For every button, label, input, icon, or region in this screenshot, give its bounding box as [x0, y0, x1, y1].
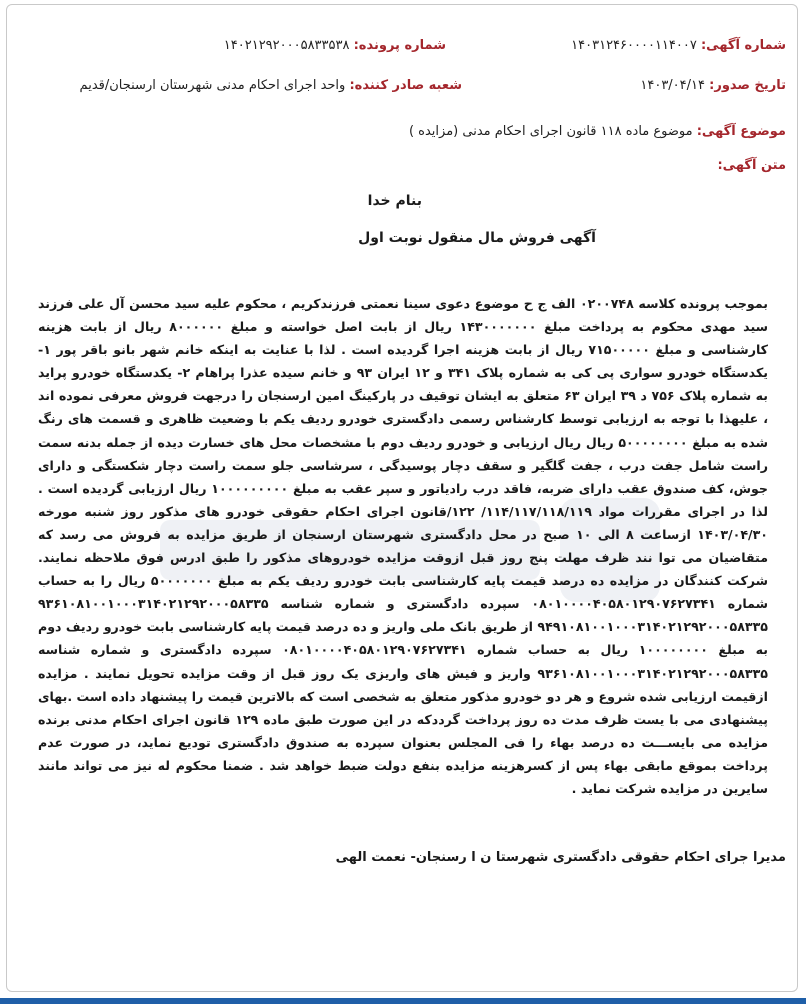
- notice-text-row: [717, 156, 786, 176]
- notice-body: بموجب پرونده کلاسه ۰۲۰۰۷۴۸ الف ج ح موضوع دعوی سینا نعمتی فرزندکریم ، محکوم علیه سید محسن آل علی فرزند سید مهدی محکوم به پرداخت مبلغ ۱۴۳۰۰۰۰۰۰۰ ریال از بابت اصل خواسته و مبلغ ۸۰۰۰۰۰۰ ریال از بابت هزینه کارشناسی و مبلغ ۷۱۵۰۰۰۰۰ ریال از بابت هزینه اجرا گردیده است . لذا با عنایت به اینکه خانم شهر بانو باقر پور ۱- یکدستگاه خودرو سواری پی کی به شماره پلاک ۳۴۱ و ۱۲ ایران ۹۳ و خانم سیده عذرا پراهام ۲- یکدستگاه خودرو پراید به شماره پلاک ۷۵۶ د ۳۹ ایران ۶۳ متعلق به ایشان توقیف در پارکینگ امین ارسنجان را درجهت فروش معرفی نموده اند ، علیهذا با توجه به ارزیابی توسط کارشناس رسمی دادگستری خودرو ردیف یکم با وضعیت ظاهری و قسمت های رنگ شده به مبلغ ۵۰۰۰۰۰۰۰۰ ریال ریال ارزیابی و خودرو ردیف دوم با مشخصات محل های خسارت دیده از جمله بدنه سمت راست شامل جفت درب ، جفت گلگیر و سقف دچار پوسیدگی ، سرشاسی جلو سمت راست دچار شکستگی و دارای جوش، کف صندوق عقب دارای ضربه، فاقد درب رادیاتور و سپر عقب به مبلغ ۱۰۰۰۰۰۰۰۰۰ ریال ارزیابی گردیده است . لذا در اجرای مقررات مواد ۱۱۴/۱۱۷/۱۱۸/۱۱۹/ ۱۲۲/قانون اجرای احکام حقوقی خودرو های مذکور روز شنبه مورخه ۱۴۰۳/۰۴/۳۰ ازساعت ۸ الی ۱۰ صبح در محل دادگستری شهرستان ارسنجان از طریق مزایده به فروش می رسد که متقاضیان می توا نند ظرف مهلت پنج روز قبل ازوقت مزایده خودروهای مذکور را طبق ادرس فوق ملاحظه نمایند. شرکت کنندگان در مزایده ده درصد قیمت پایه کارشناسی بابت خودرو ردیف یکم به مبلغ ۵۰۰۰۰۰۰۰ ریال را به حساب شماره ۰۸۰۱۰۰۰۰۴۰۵۸۰۱۲۹۰۷۶۲۷۳۴۱ سپرده دادگستری و شماره شناسه ۹۳۶۱۰۸۱۰۰۱۰۰۰۳۱۴۰۲۱۲۹۲۰۰۰۵۸۳۳۵ ۹۴۹۱۰۸۱۰۰۱۰۰۰۳۱۴۰۲۱۲۹۲۰۰۰۵۸۳۳۵ از طریق بانک ملی واریز و ده درصد قیمت پایه کارشناسی بابت خودرو ردیف دوم به مبلغ ۱۰۰۰۰۰۰۰۰ ریال به حساب شماره ۰۸۰۱۰۰۰۰۴۰۵۸۰۱۲۹۰۷۶۲۷۳۴۱ سپرده دادگستری و شماره شناسه ۹۳۶۱۰۸۱۰۰۱۰۰۰۳۱۴۰۲۱۲۹۲۰۰۰۵۸۳۳۵ واریز و فیش های واریزی یک روز قبل از وقت مزایده تحویل نمایند . مزایده ازقیمت ارزیابی شده شروع و هر دو خودرو مذکور متعلق به شخصی است که بالاترین قیمت را پیشنهاد داده است .بهای پیشنهادی می با یست ظرف مدت ده روز پرداخت گرددکه در این صورت طبق ماده ۱۲۹ قانون اجرای احکام مدنی برنده مزایده می بایســـت ده درصد بهاء را فی المجلس بعنوان سپرده به صندوق دادگستری تودیع نماید، در صورت عدم پرداخت بموقع مابقی بهاء پس از کسرهزینه مزایده بنفع دولت ضبط خواهد شد . ضمنا محکوم له نیز می تواند مانند سایرین در مزایده شرکت نماید .: [38, 296, 769, 796]
- bottom-accent-bar: [0, 998, 806, 1004]
- notice-number-label: شماره آگهی:: [700, 38, 786, 53]
- notice-text-label: متن آگهی:: [717, 158, 786, 173]
- issue-date-row: [640, 76, 786, 96]
- issuing-branch-label: شعبه صادر کننده:: [349, 78, 462, 93]
- case-number-row: [224, 36, 446, 56]
- notice-title: آگهی فروش مال منقول نوبت اول: [358, 230, 596, 246]
- notice-number-row: [571, 36, 786, 56]
- issuing-branch-row: [80, 76, 462, 96]
- subject-label: موضوع آگهی:: [696, 124, 786, 139]
- case-number-label: شماره پرونده:: [353, 38, 446, 53]
- subject-value: موضوع ماده ۱۱۸ قانون اجرای احکام مدنی (مزایده ): [408, 124, 693, 139]
- notice-number-value: ۱۴۰۳۱۲۴۶۰۰۰۰۱۱۴۰۰۷: [571, 38, 697, 53]
- issuing-branch-value: واحد اجرای احکام مدنی شهرستان ارسنجان/قدیم: [79, 78, 346, 93]
- issue-date-value: ۱۴۰۳/۰۴/۱۴: [640, 78, 705, 93]
- basmala: بنام خدا: [367, 193, 422, 209]
- signature: مدیرا جرای احکام حقوقی دادگستری شهرستا ن ا رسنجان- نعمت الهی: [335, 850, 786, 865]
- issue-date-label: تاریخ صدور:: [709, 78, 786, 93]
- subject-row: [409, 122, 786, 142]
- case-number-value: ۱۴۰۲۱۲۹۲۰۰۰۵۸۳۳۵۳۸: [223, 38, 350, 53]
